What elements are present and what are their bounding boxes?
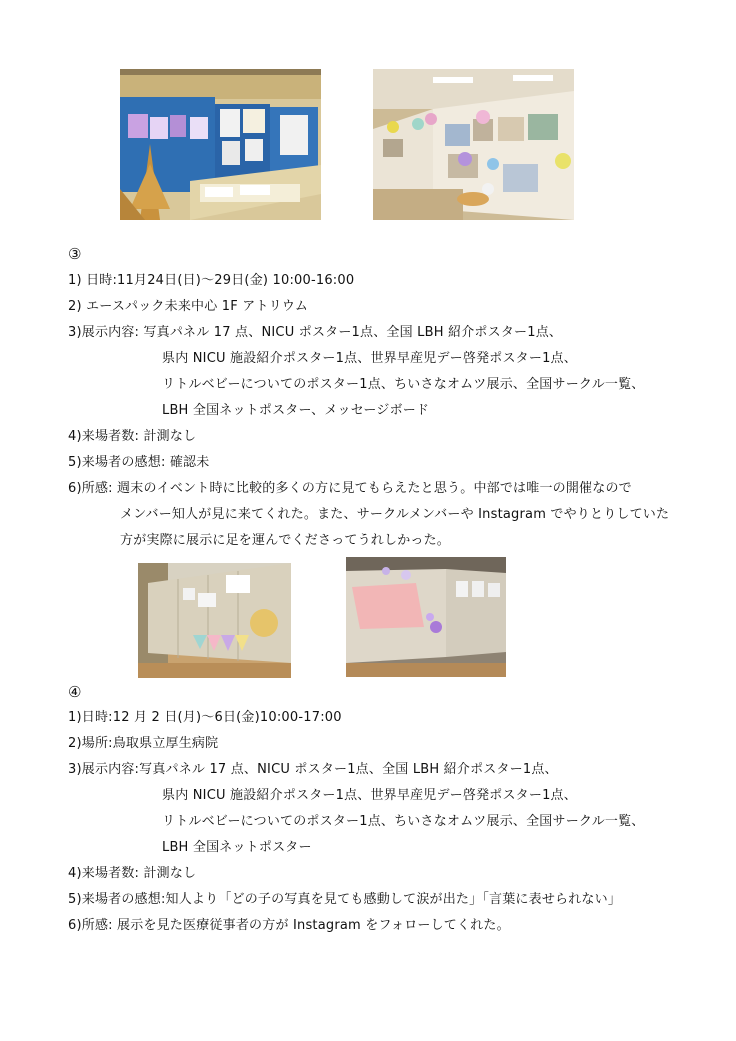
section-3-date: 1) 日時:11月24日(日)～29日(金) 10:00-16:00 <box>68 273 355 288</box>
section-3-remarks: 6)所感: 週末のイベント時に比較的多くの方に見てもらえたと思う。中部では唯一の開催なので <box>68 481 632 496</box>
exhibit-photo-1 <box>120 69 321 220</box>
section-3-impressions: 5)来場者の感想: 確認未 <box>68 455 210 470</box>
section-3-remarks-cont-2: 方が実際に展示に足を運んでくださってうれしかった。 <box>120 533 451 548</box>
section-4-venue: 2)場所:鳥取県立厚生病院 <box>68 736 219 751</box>
section-4-marker: ④ <box>68 683 82 701</box>
section-3-marker: ③ <box>68 245 82 263</box>
section-3-contents: 3)展示内容: 写真パネル 17 点、NICU ポスター1点、全国 LBH 紹介ポスター1点、 <box>68 325 563 340</box>
exhibit-photo-3 <box>138 563 291 678</box>
section-4-remarks: 6)所感: 展示を見た医療従事者の方が Instagram をフォローしてくれた。 <box>68 918 510 933</box>
section-3-contents-cont-1: 県内 NICU 施設紹介ポスター1点、世界早産児デー啓発ポスター1点、 <box>162 351 577 366</box>
section-3-contents-cont-2: リトルベビーについてのポスター1点、ちいさなオムツ展示、全国サークル一覧、 <box>162 377 645 392</box>
exhibit-photo-2 <box>373 69 574 220</box>
section-3-contents-cont-3: LBH 全国ネットポスター、メッセージボード <box>162 403 430 418</box>
section-3-visitors: 4)来場者数: 計測なし <box>68 429 197 444</box>
section-4-visitors: 4)来場者数: 計測なし <box>68 866 197 881</box>
section-4-contents: 3)展示内容:写真パネル 17 点、NICU ポスター1点、全国 LBH 紹介ポスター1点、 <box>68 762 558 777</box>
section-4-impressions: 5)来場者の感想:知人より「どの子の写真を見ても感動して涙が出た」「言葉に表せられない」 <box>68 892 622 907</box>
section-4-contents-cont-2: リトルベビーについてのポスター1点、ちいさなオムツ展示、全国サークル一覧、 <box>162 814 645 829</box>
section-4-contents-cont-3: LBH 全国ネットポスター <box>162 840 312 855</box>
section-4-date: 1)日時:12 月 2 日(月)～6日(金)10:00-17:00 <box>68 710 342 725</box>
section-3-venue: 2) エースパック未来中心 1F アトリウム <box>68 299 309 314</box>
exhibit-photo-4 <box>346 557 506 677</box>
section-3-remarks-cont-1: メンバー知人が見に来てくれた。また、サークルメンバーや Instagram でやりとりしていた <box>120 507 670 522</box>
section-4-contents-cont-1: 県内 NICU 施設紹介ポスター1点、世界早産児デー啓発ポスター1点、 <box>162 788 577 803</box>
